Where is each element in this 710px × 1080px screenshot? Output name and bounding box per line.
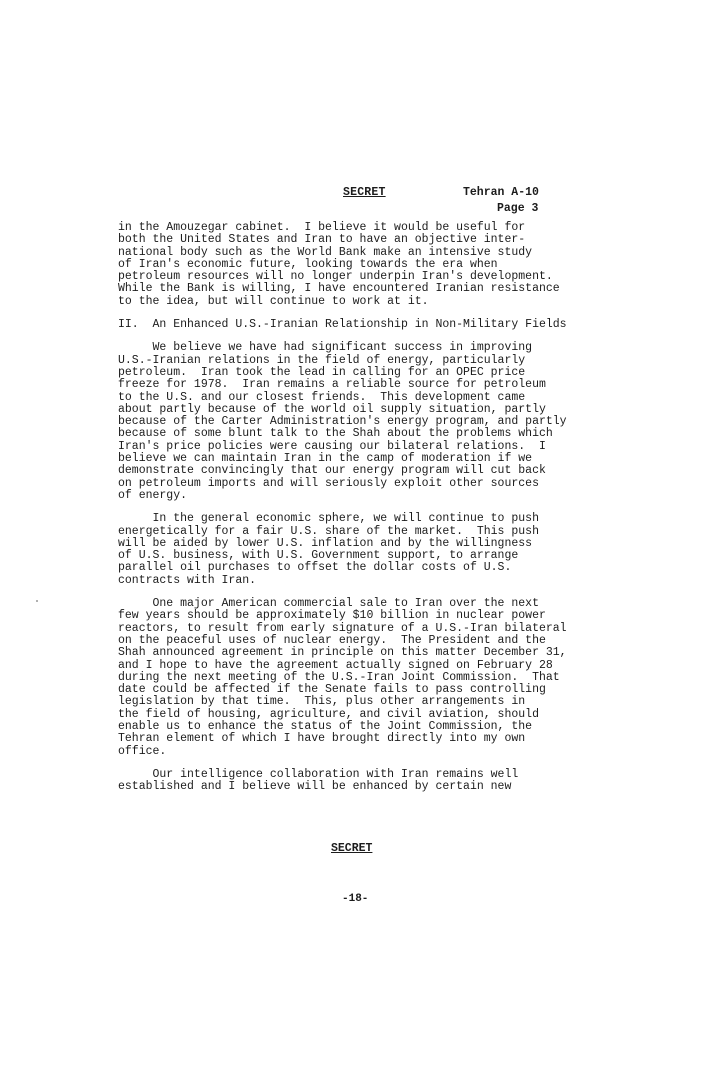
text-line: of U.S. business, with U.S. Government support, to arrange (118, 549, 519, 563)
text-line: the field of housing, agriculture, and civil aviation, should (118, 707, 539, 721)
text-line: While the Bank is willing, I have encountered Iranian resistance (118, 282, 560, 296)
section-paragraphs (118, 342, 618, 793)
text-line: legislation by that time. This, plus other arrangements in (118, 695, 526, 709)
text-line: energetically for a fair U.S. share of the market. This push (118, 524, 539, 538)
text-line: because of some blunt talk to the Shah about the problems which (118, 427, 553, 441)
text-line: to the U.S. and our closest friends. This development came (118, 390, 526, 404)
text-line: In the general economic sphere, we will continue to push (118, 512, 539, 526)
text-line: in the Amouzegar cabinet. I believe it would be useful for (118, 221, 526, 234)
text-line: contracts with Iran. (118, 573, 257, 587)
text-line: and I hope to have the agreement actually signed on February 28 (118, 658, 553, 672)
paragraph-p-energy (118, 342, 618, 502)
text-line: established and I believe will be enhanced by certain new (118, 780, 512, 794)
text-line: U.S.-Iranian relations in the field of energy, particularly (118, 353, 526, 367)
text-line: of Iran's economic future, looking towards the era when (118, 257, 498, 271)
text-line: of energy. (118, 488, 188, 502)
text-line: Iran's price policies were causing our bilateral relations. I (118, 439, 546, 453)
text-line: about partly because of the world oil supply situation, partly (118, 402, 546, 416)
paragraph-p-cabinet (118, 222, 618, 308)
text-line: We believe we have had significant success in improving (118, 341, 533, 355)
text-line: date could be affected if the Senate fails to pass controlling (118, 683, 546, 697)
text-line: petroleum. Iran took the lead in calling for an OPEC price (118, 365, 526, 379)
text-line: Shah announced agreement in principle on this matter December 31, (118, 646, 567, 660)
paragraph-p-intelligence (118, 769, 618, 794)
text-line: believe we can maintain Iran in the camp of moderation if we (118, 452, 533, 466)
text-line: freeze for 1978. Iran remains a reliable source for petroleum (118, 378, 546, 392)
text-line: few years should be approximately $10 billion in nuclear power (118, 609, 546, 623)
text-line: reactors, to result from early signature of a U.S.-Iran bilateral (118, 621, 567, 635)
page-number: -18- (342, 893, 369, 905)
text-line: petroleum resources will no longer underpin Iran's development. (118, 270, 553, 284)
text-line: Tehran element of which I have brought directly into my own (118, 732, 526, 746)
text-line: on petroleum imports and will seriously exploit other sources (118, 476, 539, 490)
text-line: enable us to enhance the status of the Joint Commission, the (118, 719, 533, 733)
header-page-label: Page 3 (497, 202, 539, 215)
document-body (118, 222, 618, 804)
paragraph-p-nuclear (118, 598, 618, 758)
footer-classification: SECRET (331, 842, 373, 855)
text-line: One major American commercial sale to Iran over the next (118, 597, 539, 611)
text-line: Our intelligence collaboration with Iran remains well (118, 767, 519, 781)
text-line: office. (118, 744, 167, 758)
text-line: to the idea, but will continue to work at it. (118, 294, 429, 308)
section-heading: II. An Enhanced U.S.-Iranian Relationship in Non-Military Fields (118, 318, 567, 332)
text-line: will be aided by lower U.S. inflation and by the willingness (118, 536, 533, 550)
document-reference: Tehran A-10 (463, 186, 539, 199)
intro-paragraphs (118, 222, 618, 308)
header-classification: SECRET (343, 186, 386, 199)
text-line: because of the Carter Administration's energy program, and partly (118, 415, 567, 429)
text-line: parallel oil purchases to offset the dollar costs of U.S. (118, 561, 512, 575)
text-line: demonstrate convincingly that our energy program will cut back (118, 464, 546, 478)
text-line: on the peaceful uses of nuclear energy. The President and the (118, 633, 546, 647)
margin-speck (36, 600, 38, 602)
text-line: during the next meeting of the U.S.-Iran Joint Commission. That (118, 670, 560, 684)
paragraph-p-economic (118, 513, 618, 587)
text-line: national body such as the World Bank make an intensive study (118, 245, 533, 259)
text-line: both the United States and Iran to have an objective inter- (118, 233, 526, 247)
